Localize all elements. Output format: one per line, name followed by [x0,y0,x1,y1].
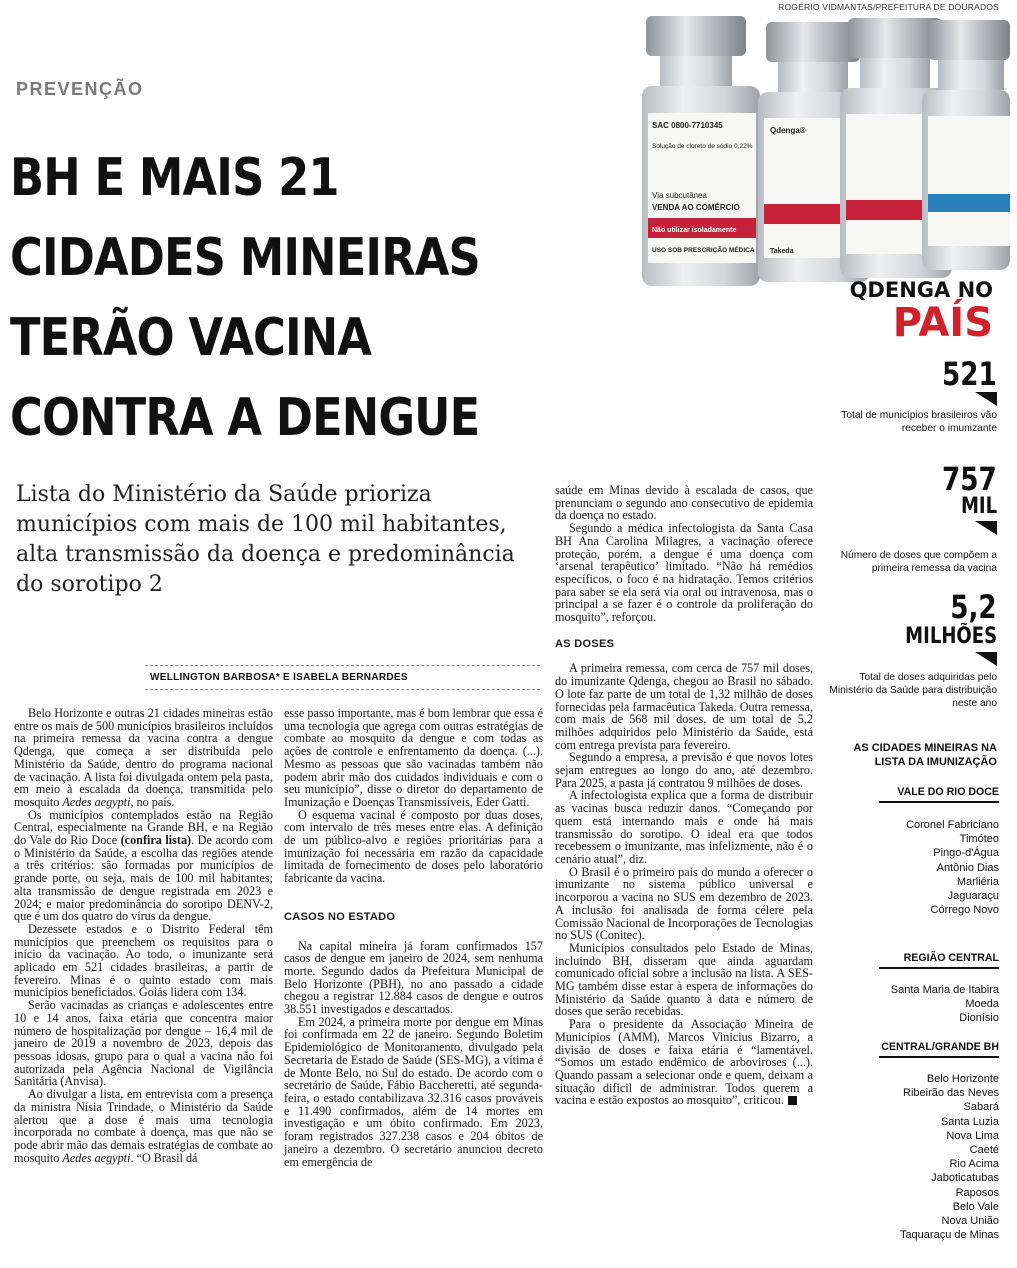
photo-credit: ROGÉRIO VIDMANTAS/PREFEITURA DE DOURADOS [778,2,999,12]
city-item: Timóteo [959,833,999,846]
byline-divider-bottom [145,689,540,690]
deck-subtitle: Lista do Ministério da Saúde prioriza municípios com mais de 100 mil habitantes, alta transmissão da doença e predominância do sorotipo 2 [16,482,515,597]
paragraph: Dezessete estados e o Distrito Federal têm municípios que preenchem os requisitos para o início da vacinação. Ao todo, o imunizante será aplicado em 521 cidades brasileiras, a partir de fevereiro. Minas é o quinto estado com mais municípios beneficiados. Goiás lidera com 134. [14,921,273,1000]
headline-line-1: BH E MAIS 21 [10,148,339,208]
paragraph: saúde em Minas devido à escalada de casos, que prenunciam o segundo ano consecutivo de epidemia da doença no estado. [555,483,813,523]
paragraph: Serão vacinadas as crianças e adolescentes entre 10 e 14 anos, faixa etária que concentra maior número de hospitalização por dengue – 16,4 mil de janeiro de 2019 a novembro de 2023, depois das pessoas idosas, grupo para o qual a vacina não foi autorizada pela Agência Nacional de Vigilância Sanitária (Anvisa). [14,998,273,1089]
stat-pointer [975,392,997,406]
city-item: Caeté [969,1144,999,1157]
vial-label-warning: Não utilizar isoladamente [652,227,737,234]
subheading-casos: CASOS NO ESTADO [284,910,396,923]
paragraph: Belo Horizonte e outras 21 cidades mineiras estão entre os mais de 500 municípios brasileiros incluídos na primeira remessa da vacina contra a dengue Qdenga, que começa a ser distribuída pelo Ministério da Saúde, dentro do programa nacional de vacinação. A lista foi divulgada ontem pela pasta, em meio à escalada da doença, transmitida pelo mosquito Aedes aegypti, no país. [14,706,273,809]
sidebar-title: QDENGA NO [849,278,993,302]
article-column-1 [14,707,273,1164]
vial-label-prescription: USO SOB PRESCRIÇÃO MÉDICA [652,247,755,254]
city-item: Belo Vale [952,1200,999,1213]
stat-pointer [975,652,997,666]
paragraph: O esquema vacinal é composto por duas doses, com intervalo de três meses entre elas. A definição de um público-alvo e regiões prioritárias para a imunização foi necessária em razão da capacidade limitada de fornecimento de doses pelo laboratório fabricante da vacina. [284,807,543,886]
vaccine-vials-photo [638,8,1010,290]
end-mark [788,1096,797,1105]
paragraph: Ao divulgar a lista, em entrevista com a presença da ministra Nísia Trindade, o Ministério da Saúde alertou que a dose é mais uma tecnologia incorporada no combate à doença, mas que não se pode abrir mão das demais estratégias de combate ao mosquito Aedes aegypti. “O Brasil dá [14,1087,273,1165]
paragraph: A infectologista explica que a forma de distribuir as vacinas busca reduzir danos. “Começando por quem está internando mais e onde há mais transmissão do sorotipo. O ideal era que todos recebessem o imunizante, mas infelizmente, não é o cenário atual”, diz. [555,788,813,866]
paragraph: Segundo a empresa, a previsão é que novos lotes sejam entregues ao longo do ano, até dezembro. Para 2025, a pasta já contratou 9 milhões de doses. [555,750,813,790]
vial-label-qdenga: Qdenga® [770,126,806,135]
city-list-grande-bh [849,1072,999,1242]
subheading-doses: AS DOSES [555,637,615,650]
vial-label-sac: SAC 0800-7710345 [652,121,723,130]
paragraph: Segundo a médica infectologista da Santa Casa BH Ana Carolina Milagres, a vacinação oferece proteção, porém, a dengue é uma doença com ‘arsenal terapêutico’ limitado. “Não há remédios específicos, o foco é na hidratação. Temos critérios para saber se ela será via oral ou intravenosa, mas o principal a se fazer é o controle da proliferação do mosquito”, reforçou. [555,521,813,625]
paragraph: O Brasil é o primeiro país do mundo a oferecer o imunizante no sistema público universal e incorporou a vacina no SUS em dezembro de 2023. A inclusão foi analisada de forma célere pela Comissão Nacional de Incorporações de Tecnologias no SUS (Conitec). [555,864,813,943]
stat-total-doses-unit: MILHÕES [905,624,997,649]
city-item: Nova União [941,1215,999,1228]
city-item: Moeda [965,998,999,1011]
city-item: Jaboticatubas [931,1172,999,1185]
byline-divider-top [145,665,540,666]
stat-municipalities-value: 521 [942,355,997,393]
city-item: Dionísio [959,1012,999,1025]
city-list-central [849,983,999,1026]
stat-first-batch-value: 757 [942,460,997,498]
city-item: Marliéria [956,875,999,888]
paragraph: esse passo importante, mas é bom lembrar que essa é uma tecnologia que agrega com outras estratégias de combate ao mosquito da dengue e com todas as ações de controle e enfrentamento da doença. (...). Mesmo as pessoas que são vacinadas também não podem abrir mão dos cuidados individuais e com o seu município”, disse o diretor do departamento de Imunização e Doenças Transmissíveis, Eder Gatti. [284,706,543,809]
headline-line-2: CIDADES MINEIRAS [10,228,480,288]
city-list-vale-do-rio-doce [849,818,999,917]
city-item: Córrego Novo [930,904,999,917]
headline [10,138,543,458]
city-item: Raposos [955,1186,999,1199]
city-item: Sabará [963,1101,999,1114]
sidebar-title-highlight: PAÍS [892,300,993,346]
region-heading-grande-bh: CENTRAL/GRANDE BH [879,1041,999,1058]
vial-label-solution: Solução de cloreto de sódio 0,22% [652,143,753,150]
stat-pointer [975,521,997,535]
city-list-title: AS CIDADES MINEIRAS NA LISTA DA IMUNIZAÇÃO [853,742,997,768]
paragraph: Municípios consultados pelo Estado de Minas, incluindo BH, disseram que ainda aguardam comunicado oficial sobre a inclusão na lista. A SES-MG também disse estar à espera de informações do Ministério da Saúde quanto à data e número de doses que serão recebidas. [555,940,813,1019]
vial-label-route: Via subcutânea [652,191,708,200]
article-column-2 [284,707,543,1168]
region-heading-vale-do-rio-doce: VALE DO RIO DOCE [879,786,999,803]
headline-line-3: TERÃO VACINA [10,308,372,368]
stat-first-batch-unit: MIL [960,494,997,519]
city-item: Antônio Dias [936,861,999,874]
paragraph: Os municípios contemplados estão na Região Central, especialmente na Grande BH, e na Região do Vale do Rio Doce (confira lista). De acordo com o Ministério da Saúde, a escolha das regiões atende a três critérios: são formadas por municípios de grande porte, ou seja, mais de 100 mil habitantes; alta transmissão de dengue registrada em 2023 e 2024; e maior predominância do sorotipo DENV-2, que é um dos quatro do vírus da dengue. [14,807,274,924]
stat-total-doses-value: 5,2 [950,588,997,626]
city-item: Santa Maria de Itabira [890,984,999,996]
city-item: Rio Acima [949,1158,999,1171]
section-label: PREVENÇÃO [16,79,144,99]
paragraph: Para o presidente da Associação Mineira de Municípios (AMM), Marcos Vinicius Bizarro, a divisão de doses e faixa etária é “lamentável. “Somos um estado endêmico de arboviroses (...). Quando passam a selecionar onde e quem, deixam a situação difícil de administrar. Todos querem a vacina e estão expostos ao mosquito”, criticou. [555,1017,813,1108]
region-heading-central: REGIÃO CENTRAL [879,952,999,969]
city-item: Jaguaraçu [947,890,999,903]
city-item: Belo Horizonte [926,1073,999,1085]
article-column-3 [555,484,813,1107]
stat-first-batch-caption: Número de doses que compõem a primeira remessa da vacina [840,550,997,574]
stat-municipalities-caption: Total de municípios brasileiros vão receber o imunizante [841,410,997,434]
city-item: Santa Luzia [940,1115,999,1128]
vial-label-maker: Takeda [770,248,794,255]
city-item: Coronel Fabriciano [906,819,999,831]
byline: WELLINGTON BARBOSA* E ISABELA BERNARDES [150,672,408,683]
city-item: Nova Lima [946,1129,999,1142]
city-item: Taquaraçu de Minas [899,1229,999,1242]
city-item: Pingo-d'Água [933,847,999,860]
paragraph: A primeira remessa, com cerca de 757 mil doses, do imunizante Qdenga, chegou ao Brasil no sábado. O lote faz parte de um total de 1,32 milhão de doses fornecidas pela farmacêutica Takeda. Outra remessa, com mais de 568 mil doses, de um total de 5,2 milhões adquiridos pelo Ministério da Saúde, está com entrega prevista para fevereiro. [555,661,813,752]
headline-line-4: CONTRA A DENGUE [10,388,480,448]
vial-label-sale: VENDA AO COMÉRCIO [652,203,740,212]
city-item: Ribeirão das Neves [903,1087,999,1100]
stat-total-doses-caption: Total de doses adquiridas pelo Ministério da Saúde para distribuição neste ano [829,672,997,709]
paragraph: Em 2024, a primeira morte por dengue em Minas foi confirmada em 22 de janeiro. Segundo Boletim Epidemiológico de Monitoramento, divulgado pela Secretaria de Estado de Saúde (SES-MG), a vítima é de Monte Belo, no Sul do estado. De acordo com o secretário de Saúde, Fábio Baccheretti, até segunda-feira, o estado contabilizava 32.316 casos prováveis e 11.490 confirmados, além de 14 mortes em investigação e um óbito confirmado. Em 2023, foram registrados 327.238 casos e 204 óbitos de janeiro a dezembro. O secretário anunciou decreto em emergência de [284,1014,543,1169]
paragraph: Na capital mineira já foram confirmados 157 casos de dengue em janeiro de 2024, sem nenhuma morte. Segundo dados da Prefeitura Municipal de Belo Horizonte (PBH), no ano passado a cidade chegou a registrar 12.884 casos de dengue e outros 38.551 investigados e descartados. [284,938,543,1017]
